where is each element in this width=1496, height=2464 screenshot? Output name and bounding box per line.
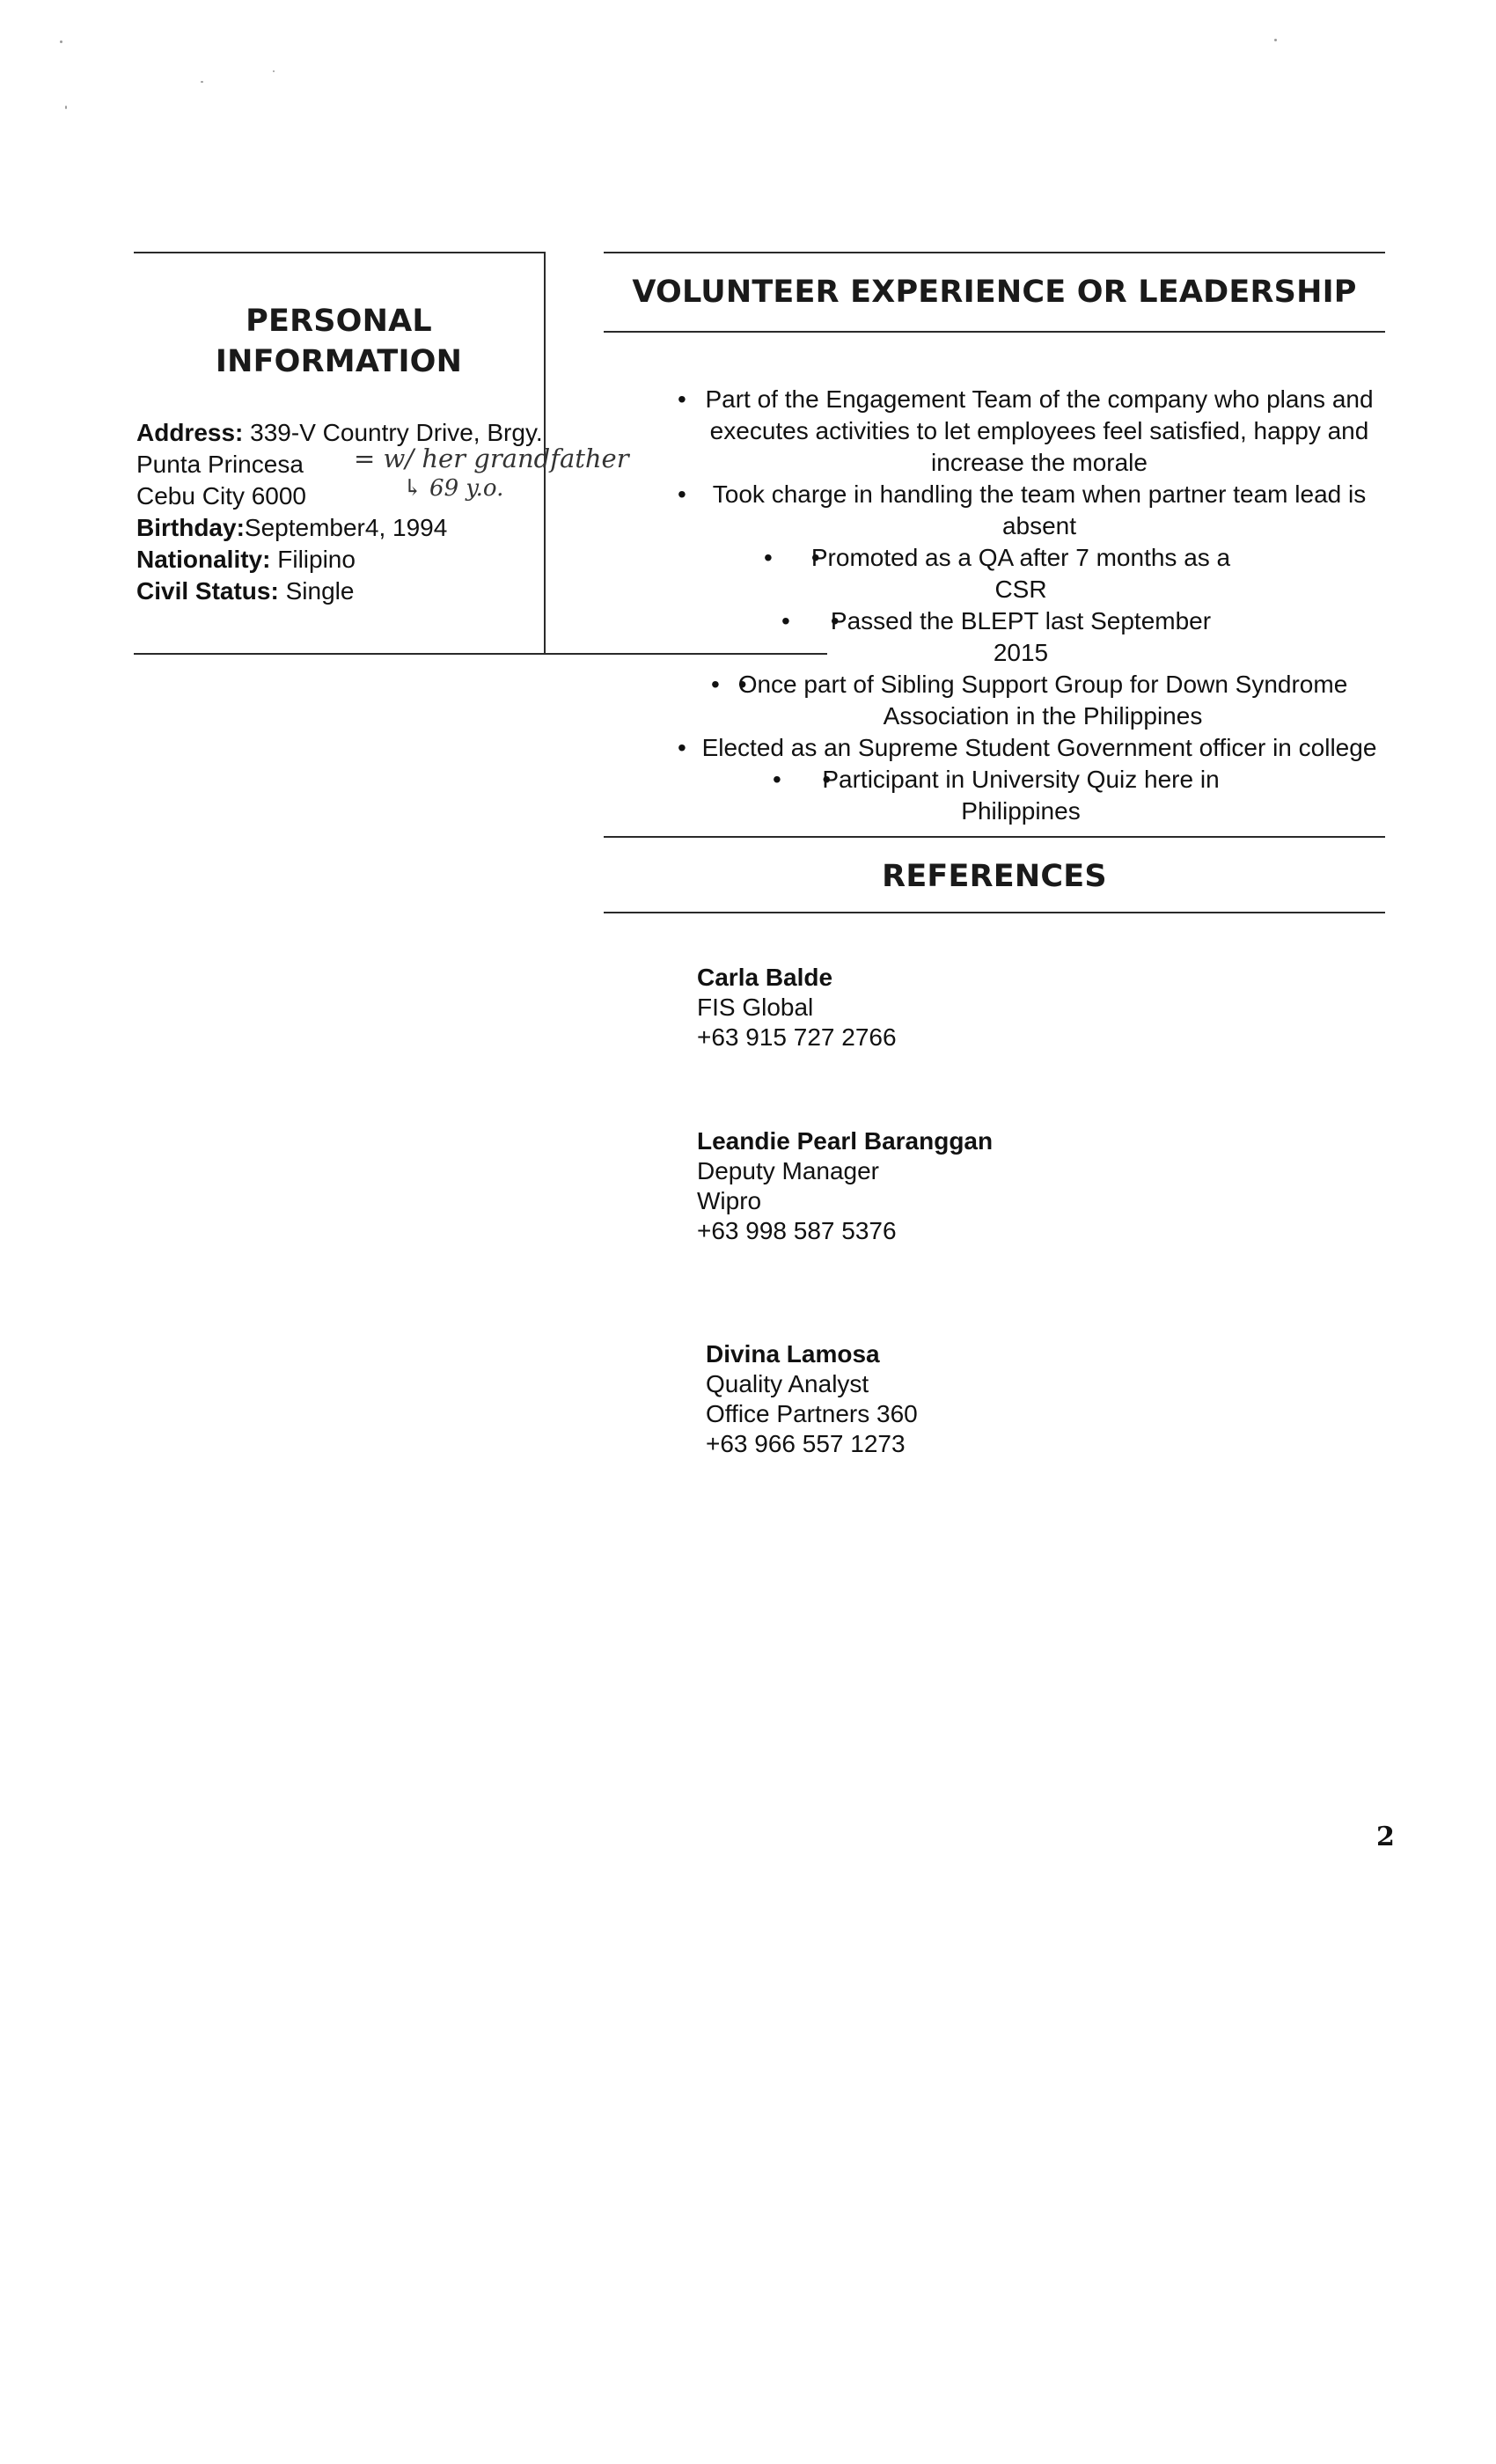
handwritten-note-age: ↳ 69 y.o. bbox=[403, 475, 504, 502]
volunteer-list bbox=[625, 384, 1399, 827]
personal-top-rule bbox=[134, 252, 546, 253]
list-item: • Took charge in handling the team when partner team lead is absent bbox=[700, 479, 1378, 542]
item-bullet: • • bbox=[773, 766, 781, 793]
volunteer-heading-rule bbox=[604, 331, 1385, 333]
birthday-label: Birthday: bbox=[136, 514, 245, 541]
list-item: • Elected as an Supreme Student Government officer in college bbox=[700, 732, 1378, 764]
reference-phone: +63 915 727 2766 bbox=[697, 1023, 897, 1051]
list-item bbox=[764, 542, 1258, 605]
scan-speck bbox=[273, 70, 275, 72]
reference-name: Leandie Pearl Baranggan bbox=[697, 1127, 994, 1155]
personal-title-line2: INFORMATION bbox=[215, 344, 463, 379]
list-item: • Part of the Engagement Team of the company who plans and executes activities to let employees feel satisfied, happy and increase the morale bbox=[700, 384, 1378, 479]
item-text: Promoted as a QA after 7 months as a CSR bbox=[810, 544, 1231, 603]
nationality-label: Nationality: bbox=[136, 546, 271, 573]
scan-speck bbox=[65, 106, 67, 109]
address-line2: Punta Princesa bbox=[136, 451, 304, 478]
scan-speck bbox=[60, 40, 62, 43]
item-bullet: • • bbox=[711, 671, 720, 698]
item-bullet: • • bbox=[781, 607, 790, 634]
volunteer-heading: VOLUNTEER EXPERIENCE OR LEADERSHIP bbox=[632, 275, 1357, 310]
reference-entry bbox=[697, 963, 897, 1052]
reference-name: Divina Lamosa bbox=[706, 1340, 880, 1368]
reference-role: Quality Analyst bbox=[706, 1370, 869, 1397]
references-top-rule bbox=[604, 836, 1385, 838]
list-item bbox=[781, 605, 1241, 669]
page-number: 2 bbox=[1376, 1822, 1395, 1852]
item-bullet: • • bbox=[764, 544, 773, 571]
nationality-line bbox=[136, 544, 543, 576]
personal-information-heading bbox=[176, 301, 502, 382]
address-label: Address: bbox=[136, 419, 244, 446]
civil-status-label: Civil Status: bbox=[136, 577, 279, 605]
civil-status-value: Single bbox=[285, 577, 355, 605]
volunteer-top-rule bbox=[604, 252, 1385, 253]
scan-speck bbox=[1274, 39, 1277, 41]
handwritten-note-grandfather: = w/ her grandfather bbox=[354, 444, 629, 473]
reference-entry bbox=[706, 1339, 918, 1459]
address-line3: Cebu City 6000 bbox=[136, 482, 307, 510]
item-text: Participant in University Quiz here in Philippines bbox=[822, 766, 1220, 825]
list-item bbox=[711, 669, 1355, 732]
item-text: Passed the BLEPT last September 2015 bbox=[830, 607, 1212, 666]
reference-role: Deputy Manager bbox=[697, 1157, 880, 1184]
list-item bbox=[773, 764, 1250, 827]
reference-phone: +63 966 557 1273 bbox=[706, 1430, 906, 1457]
references-heading: REFERENCES bbox=[882, 859, 1107, 894]
reference-org: Wipro bbox=[697, 1187, 762, 1214]
scan-speck bbox=[201, 81, 203, 83]
civil-status-line bbox=[136, 576, 543, 607]
birthday-value: September4, 1994 bbox=[244, 514, 448, 541]
references-heading-rule bbox=[604, 912, 1385, 913]
reference-org: Office Partners 360 bbox=[706, 1400, 918, 1427]
item-text: Once part of Sibling Support Group for Down Syndrome Association in the Philippines bbox=[737, 671, 1348, 730]
reference-name: Carla Balde bbox=[697, 964, 833, 991]
reference-org: FIS Global bbox=[697, 994, 814, 1021]
reference-entry bbox=[697, 1126, 993, 1246]
address-line1: 339-V Country Drive, Brgy. bbox=[250, 419, 543, 446]
personal-title-line1: PERSONAL bbox=[246, 304, 432, 339]
reference-phone: +63 998 587 5376 bbox=[697, 1217, 897, 1244]
nationality-value: Filipino bbox=[277, 546, 356, 573]
birthday-line bbox=[136, 512, 543, 544]
